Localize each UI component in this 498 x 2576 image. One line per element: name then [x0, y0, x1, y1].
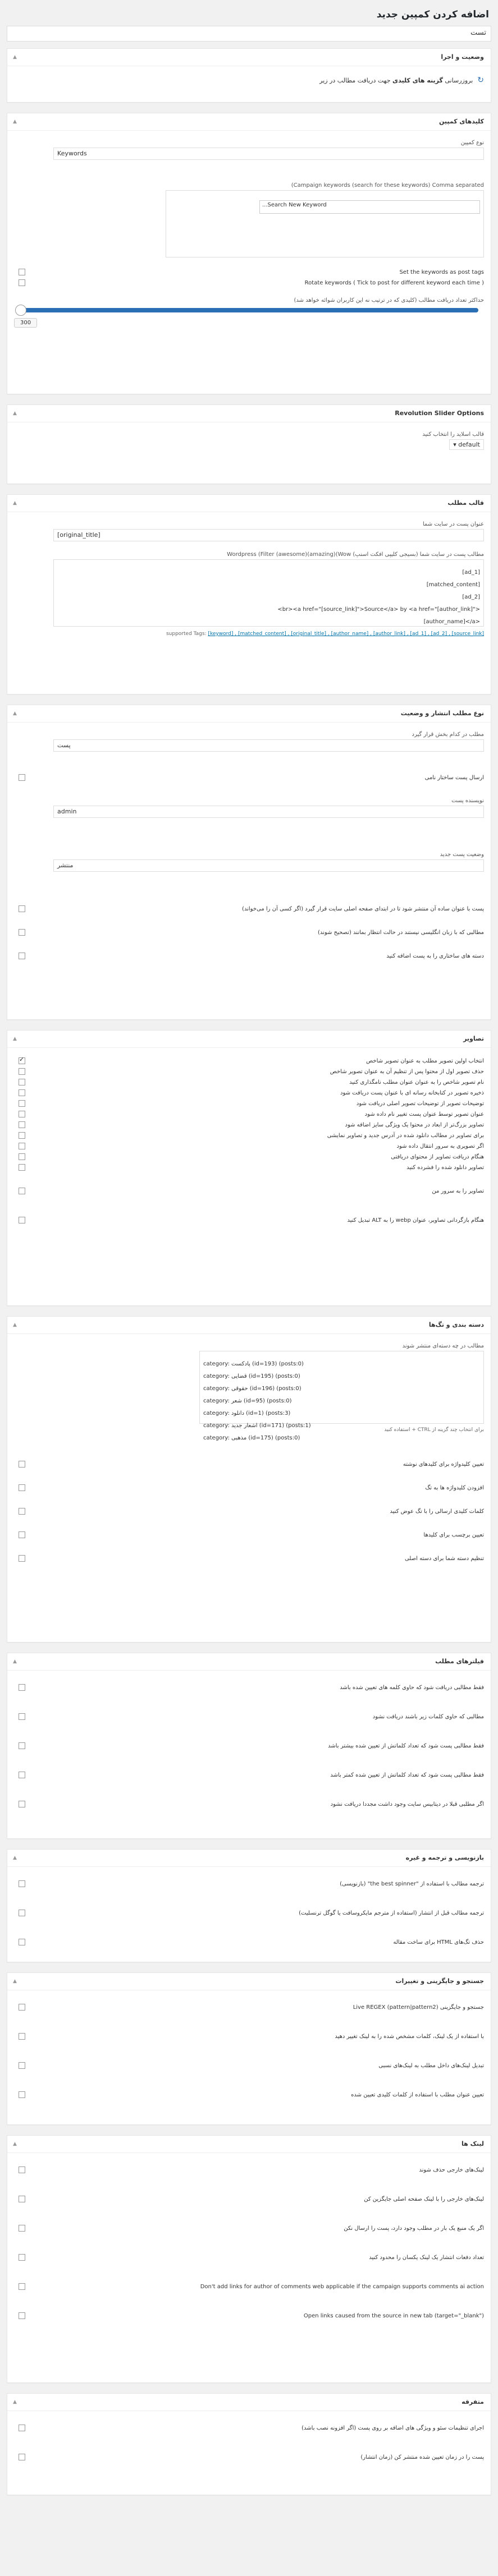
opt-image-6: عنوان تصویر توسط عنوان پست تغییر نام داده شود — [364, 1111, 484, 1117]
supported-tags-list[interactable]: [keyword] , [matched_content] , [original_title] , [author_name] , [author_link] , [ad_1] , [ad_2] , [source_link] — [208, 631, 484, 637]
max-posts-slider[interactable] — [20, 308, 478, 312]
links-box-header[interactable]: لینک ها ▲ — [7, 2136, 491, 2153]
filter-5-checkbox[interactable] — [19, 1801, 25, 1807]
opt-filter-1: فقط مطالبی دریافت شود که حاوی کلمه های تعیین شده باشد — [340, 1684, 484, 1691]
links-2-checkbox[interactable] — [19, 2196, 25, 2202]
images-box — [7, 1030, 491, 1306]
opt-image-2: حذف تصویر اول از محتوا پس از تنظیم آن به عنوان تصویر شاخص — [330, 1068, 484, 1075]
opt-replace-2: با استفاده از یک لینک، کلمات مشخص شده را به لینک تغییر دهید — [335, 2033, 484, 2040]
page-title: اضافه کردن کمپین جدید — [376, 9, 489, 20]
opt-image-1: انتخاب اولین تصویر مطلب به عنوان تصویر شاخص — [366, 1057, 484, 1064]
links-1-checkbox[interactable] — [19, 2166, 25, 2173]
collapse-arrow-icon[interactable]: ▲ — [13, 711, 17, 716]
slider-template-select[interactable]: ▾ default — [449, 439, 484, 450]
replace-4-checkbox[interactable] — [19, 2091, 25, 2098]
status-select[interactable]: منتشر — [53, 859, 484, 872]
opt-cat-5: تنظیم دسته شما برای دسته اصلی — [404, 1555, 484, 1562]
revolution-slider-header[interactable]: Revolution Slider Options ▲ — [7, 405, 491, 422]
opt-replace-4: تعیین عنوان مطلب با استفاده از کلمات کلیدی تعیین شده — [351, 2091, 484, 2098]
author-select[interactable]: admin — [53, 806, 484, 818]
keywords-textarea[interactable] — [166, 190, 484, 257]
collapse-arrow-icon[interactable]: ▲ — [13, 1855, 17, 1861]
extra-2-checkbox[interactable] — [19, 2454, 25, 2460]
opt-cat-3: کلمات کلیدی ارسالی را با تگ عوض کنید — [390, 1508, 484, 1515]
collapse-arrow-icon[interactable]: ▲ — [13, 500, 17, 506]
rewrite-3-checkbox[interactable] — [19, 1939, 25, 1945]
slider-template-label: قالب اسلاید را انتخاب کنید — [422, 431, 484, 438]
rewrite-1-checkbox[interactable] — [19, 1880, 25, 1887]
category-option[interactable]: category: مذهبی (id=175) (posts:0) — [203, 1435, 300, 1441]
opt-cat-1: تعیین کلیدواژه برای کلیدهای نوشته — [403, 1461, 484, 1468]
slider-handle[interactable] — [15, 305, 26, 316]
keywords-box-header[interactable]: کلیدهای کمپین ▲ — [7, 113, 491, 131]
links-4-checkbox[interactable] — [19, 2254, 25, 2261]
category-option[interactable]: category: شعر (id=95) (posts:0) — [203, 1398, 292, 1404]
category-option[interactable]: category: قضایی (id=195) (posts:0) — [203, 1373, 300, 1379]
template-box: قالب مطلب ▲ عنوان پست در سایت شما [original_title] مطالب پست در سایت شما (بسیجی کلیپی افکت اسنپ) Wordpress (Filter (awesome)(amazing)(Wow [ad_1] [matched_content] [ad_2] <br><a href="[source_link]">Source</a> by <a href="[author_link]"> [author_name]</a> supported Tags: [keyword] , [matched_content] , [original_title] , [author_name] , [author_link] , [ad_1] , [ad_2] , [source_link] — [7, 494, 491, 694]
replace-2-checkbox[interactable] — [19, 2033, 25, 2040]
collapse-arrow-icon[interactable]: ▲ — [13, 54, 17, 60]
opt-links-4: تعداد دفعات انتشار یک لینک یکسان را محدود کنید — [369, 2254, 484, 2261]
image-2-checkbox[interactable] — [19, 1068, 25, 1075]
rotate-keywords-checkbox[interactable] — [19, 279, 25, 286]
opt-publish-b: مطالبی که با زبان انگلیسی نیستند در حالت انتظار بمانند (تصحیح شوند) — [317, 929, 484, 936]
image-4-checkbox[interactable] — [19, 1089, 25, 1096]
status-text: بروزرسانی گزینه های کلیدی جهت دریافت مطالب در زیر — [319, 76, 473, 84]
image-11-checkbox[interactable] — [19, 1164, 25, 1171]
links-3-checkbox[interactable] — [19, 2225, 25, 2232]
post-title-field[interactable]: [original_title] — [53, 529, 484, 541]
opt-links-2: لینک‌های خارجی را با لینک صفحه اصلی جایگزین کن — [364, 2196, 484, 2202]
image-6-checkbox[interactable] — [19, 1111, 25, 1117]
image-10-checkbox[interactable] — [19, 1153, 25, 1160]
post-type-label: مطلب در کدام بخش قرار گیرد — [412, 732, 484, 738]
category-label: مطالب در چه دسته‌ای منتشر شوند — [402, 1343, 484, 1349]
opt-filter-5: اگر مطلبی قبلا در دیتابیس سایت وجود داشت مجددا دریافت نشود — [330, 1801, 484, 1807]
slider-value[interactable]: 300 — [14, 318, 37, 328]
keywords-box — [7, 113, 491, 394]
image-13-checkbox[interactable] — [19, 1217, 25, 1223]
opt-filter-4: فقط مطالبی پست شود که تعداد کلماتش از تعیین شده کمتر باشد — [330, 1772, 484, 1778]
collapse-arrow-icon[interactable]: ▲ — [13, 2399, 17, 2405]
publish-a-checkbox[interactable] — [19, 905, 25, 912]
publish-c-checkbox[interactable] — [19, 953, 25, 959]
post-title-label: عنوان پست در سایت شما — [422, 521, 484, 527]
search-keyword-input[interactable]: ...Search New Keyword — [259, 200, 480, 214]
cat-5-checkbox[interactable] — [19, 1555, 25, 1562]
cat-3-checkbox[interactable] — [19, 1508, 25, 1515]
keywords-tags-checkbox[interactable] — [19, 269, 25, 275]
post-content-label: مطالب پست در سایت شما (بسیجی کلیپی افکت اسنپ) — [353, 551, 484, 558]
image-7-checkbox[interactable] — [19, 1121, 25, 1128]
image-12-checkbox[interactable] — [19, 1188, 25, 1194]
collapse-arrow-icon[interactable]: ▲ — [13, 1322, 17, 1328]
category-option[interactable]: category: پادکست (id=193) (posts:0) — [203, 1361, 304, 1367]
rewrite-box — [7, 1849, 491, 1962]
publish-b-checkbox[interactable] — [19, 929, 25, 936]
opt-extra-2: پست را در زمان تعیین شده منتشر کن (زمان انتشار) — [360, 2454, 484, 2460]
opt-review: ارسال پست ساختار نامی — [424, 774, 484, 781]
supported-tags-label: supported Tags — [166, 631, 205, 637]
campaign-type-label: نوع کمپین — [460, 140, 484, 146]
opt-image-9: اگر تصویری به سرور انتقال داده شود — [396, 1143, 484, 1149]
opt-cat-2: افزودن کلیدواژه ها به تگ — [425, 1484, 484, 1491]
filter-1-checkbox[interactable] — [19, 1684, 25, 1691]
opt-publish-c: دسته های ساختاری را به پست اضافه کنید — [386, 953, 484, 959]
publish-box-header[interactable]: نوع مطلب انتشار و وضعیت ▲ — [7, 705, 491, 723]
opt-image-11: تصاویر دانلود شده را فشرده کنید — [406, 1164, 484, 1171]
opt-replace-1: جستجو و جایگزینی (pattern|pattern2) Live REGEX — [353, 2004, 484, 2011]
post-content-textarea[interactable]: [ad_1] [matched_content] [ad_2] <br><a href="[source_link]">Source</a> by <a href="[author_link]"> [author_name]</a> — [53, 559, 484, 627]
opt-rewrite-1: ترجمه مطالب با استفاده از "the best spinner" (بازنویسی) — [340, 1880, 484, 1887]
opt-image-5: توضیحات تصویر از توضیحات تصویر اصلی دریافت شود — [356, 1100, 484, 1107]
category-box — [7, 1316, 491, 1643]
image-8-checkbox[interactable] — [19, 1132, 25, 1139]
opt-extra-1: اجرای تنظیمات سئو و ویژگی های اضافه بر روی پست (اگر افزونه نصب باشد) — [301, 2425, 484, 2431]
image-1-checkbox[interactable] — [19, 1057, 25, 1064]
keywords-label: (Campaign keywords (search for these keywords) Comma separated — [291, 182, 484, 188]
image-3-checkbox[interactable] — [19, 1079, 25, 1085]
image-5-checkbox[interactable] — [19, 1100, 25, 1107]
replace-3-checkbox[interactable] — [19, 2062, 25, 2069]
status-label: وضعیت پست جدید — [440, 852, 484, 858]
opt-replace-3: تبدیل لینک‌های داخل مطلب به لینک‌های نسبی — [378, 2062, 484, 2069]
opt-image-8: برای تصاویر در مطالب دانلود شده در آدرس جدید و تصاویر نمایشی — [327, 1132, 484, 1139]
post-type-select[interactable]: پست — [53, 739, 484, 752]
rewrite-2-checkbox[interactable] — [19, 1910, 25, 1916]
opt-filter-3: فقط مطالبی پست شود که تعداد کلماتش از تعیین شده بیشتر باشد — [328, 1742, 484, 1749]
rewrite-box-header[interactable]: بازنویسی و ترجمه و غیره ▲ — [7, 1850, 491, 1867]
status-box-header[interactable]: وضعیت و اجرا ▲ — [7, 49, 491, 66]
revolution-slider-box — [7, 404, 491, 484]
cat-1-checkbox[interactable] — [19, 1461, 25, 1468]
refresh-icon[interactable]: ↻ — [477, 76, 484, 85]
opt-links-1: لینک‌های خارجی حذف شوند — [419, 2166, 484, 2173]
opt-keywords-tags: Set the keywords as post tags — [399, 269, 484, 275]
links-6-checkbox[interactable] — [19, 2312, 25, 2319]
cat-4-checkbox[interactable] — [19, 1531, 25, 1538]
filter-3-checkbox[interactable] — [19, 1742, 25, 1749]
collapse-arrow-icon[interactable]: ▲ — [13, 1659, 17, 1664]
collapse-arrow-icon[interactable]: ▲ — [13, 1979, 17, 1984]
template-box-header[interactable]: قالب مطلب ▲ — [7, 495, 491, 512]
links-box — [7, 2135, 491, 2383]
campaign-name-input[interactable]: تست — [7, 26, 491, 42]
replace-box-header[interactable]: جستجو و جایگزینی و تغییرات ▲ — [7, 1973, 491, 1990]
replace-box — [7, 1972, 491, 2125]
filters-box — [7, 1653, 491, 1839]
filter-4-checkbox[interactable] — [19, 1772, 25, 1778]
images-box-header[interactable]: تصاویر ▲ — [7, 1031, 491, 1048]
collapse-arrow-icon[interactable]: ▲ — [13, 411, 17, 416]
filters-box-header[interactable]: فیلترهای مطلب ▲ — [7, 1653, 491, 1671]
extra-1-checkbox[interactable] — [19, 2425, 25, 2431]
opt-image-7: تصاویر بزرگ‌تر از ابعاد در محتوا یک ویژگی سایز اضافه شود — [345, 1121, 484, 1128]
opt-rewrite-3: حذف تگ‌های HTML برای ساخت مقاله — [393, 1939, 484, 1945]
opt-filter-2: مطالبی که حاوی کلمات زیر باشند دریافت نشود — [372, 1713, 484, 1720]
post-content-hint: Wordpress (Filter (awesome)(amazing)(Wow — [227, 551, 351, 558]
status-box — [7, 48, 491, 103]
opt-image-4: ذخیره تصویر در کتابخانه رسانه ای با عنوان پست دریافت شود — [340, 1089, 484, 1096]
opt-image-10: هنگام دریافت تصاویر از محتوای دریافتی — [391, 1153, 484, 1160]
collapse-arrow-icon[interactable]: ▲ — [13, 2141, 17, 2147]
category-hint: برای انتخاب چند گزینه از CTRL + استفاده کنید — [384, 1427, 484, 1433]
opt-image-13: هنگام بازگردانی تصاویر، عنوان webp را به ALT تبدیل کنید — [347, 1217, 484, 1223]
links-5-checkbox[interactable] — [19, 2283, 25, 2290]
publish-box — [7, 705, 491, 1020]
category-option[interactable]: category: دانلود (id=1) (posts:3) — [203, 1410, 291, 1416]
opt-links-6: Open links caused from the source in new tab (target="_blank") — [303, 2312, 484, 2319]
opt-image-3: نام تصویر شاخص را به عنوان عنوان مطلب نامگذاری کنید — [349, 1079, 484, 1085]
extra-box — [7, 2393, 491, 2495]
filter-2-checkbox[interactable] — [19, 1713, 25, 1720]
opt-rewrite-2: ترجمه مطالب قبل از انتشار (استفاده از مترجم مایکروسافت یا گوگل ترنسلیت) — [299, 1910, 484, 1916]
opt-links-3: اگر یک منبع یک بار در مطلب وجود دارد، پست را ارسال نکن — [344, 2225, 484, 2232]
opt-links-5: Don't add links for author of comments web applicable if the campaign supports comments ai action — [200, 2283, 484, 2290]
campaign-type-field[interactable]: Keywords — [53, 148, 484, 160]
category-option[interactable]: category: اشعار جدید (id=171) (posts:1) — [203, 1423, 311, 1429]
opt-image-12: تصاویر را به سرور من — [432, 1188, 484, 1194]
collapse-arrow-icon[interactable]: ▲ — [13, 119, 17, 125]
extra-box-header[interactable]: متفرقه ▲ — [7, 2394, 491, 2411]
cat-2-checkbox[interactable] — [19, 1484, 25, 1491]
opt-cat-4: تعیین برچسب برای کلیدها — [423, 1531, 484, 1538]
collapse-arrow-icon[interactable]: ▲ — [13, 1036, 17, 1042]
replace-1-checkbox[interactable] — [19, 2004, 25, 2011]
image-9-checkbox[interactable] — [19, 1143, 25, 1149]
slider-label: حداکثر تعداد دریافت مطالب (کلیدی که در ترتیب نه این کاربران شوائه خواهد شد) — [294, 297, 484, 303]
opt-publish-a: پست با عنوان ساده آن منتشر شود تا در ابتدای صفحه اصلی سایت قرار گیرد (اگر کسی آن را می‌خواند) — [241, 905, 484, 912]
category-box-header[interactable]: دسته بندی و تگ‌ها ▲ — [7, 1317, 491, 1334]
author-label: نویسنده پست — [451, 798, 484, 804]
review-checkbox[interactable] — [19, 774, 25, 781]
opt-rotate-keywords: Rotate keywords ( Tick to post for different keyword each time ) — [304, 279, 484, 286]
category-option[interactable]: category: حقوقی (id=196) (posts:0) — [203, 1386, 301, 1392]
